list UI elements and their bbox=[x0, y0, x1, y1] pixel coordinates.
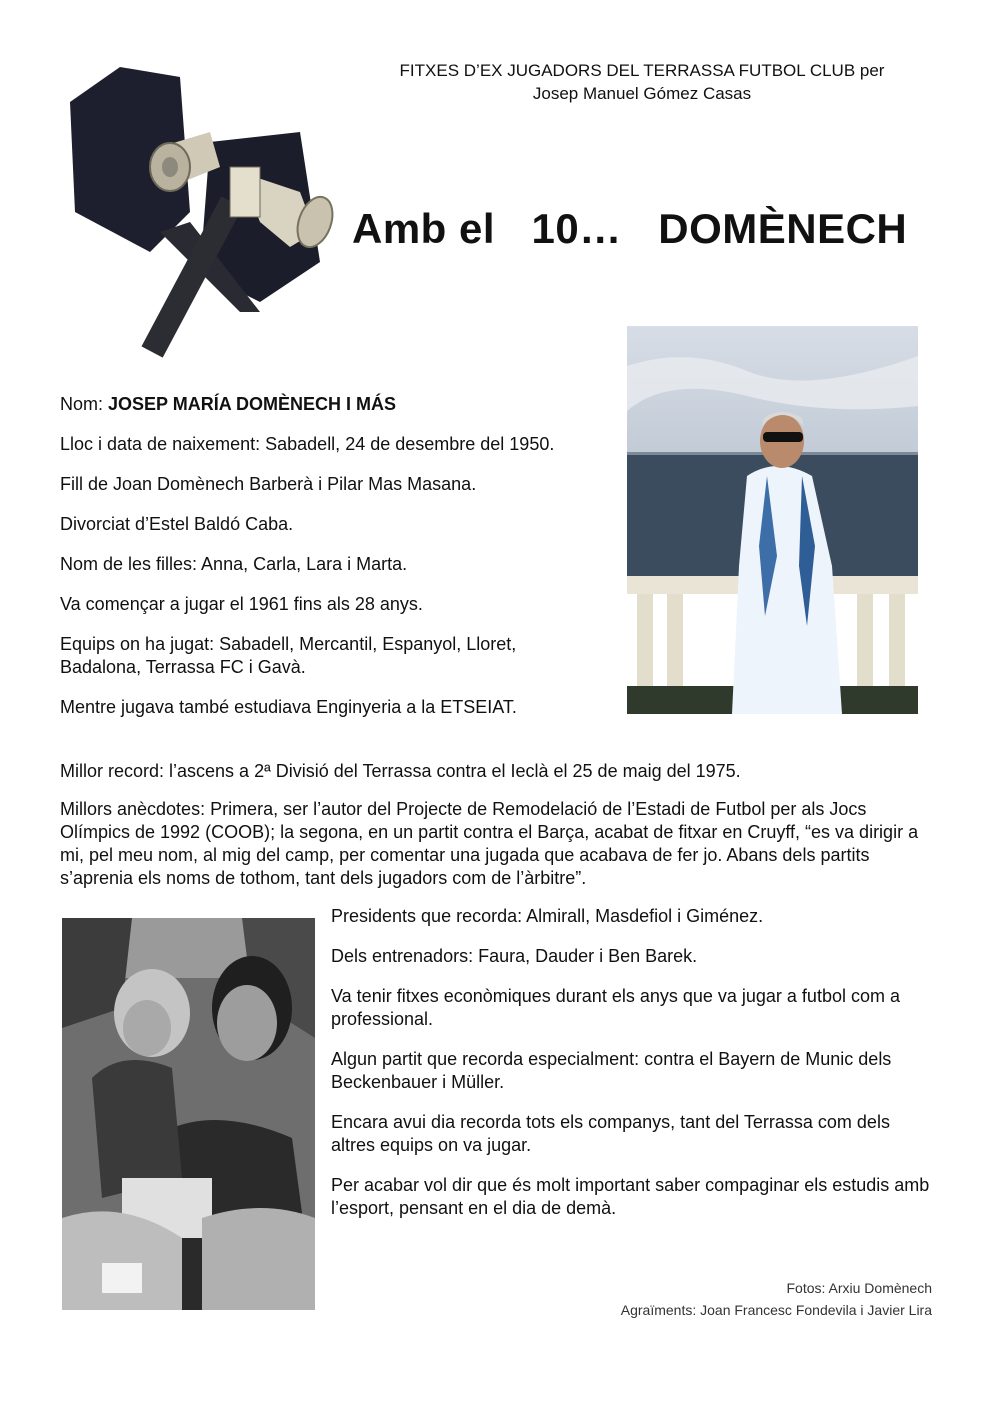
vintage-photo-player-child bbox=[62, 918, 315, 1310]
contracts: Va tenir fitxes econòmiques durant els anys que va jugar a futbol com a professional. bbox=[331, 986, 900, 1029]
loudspeaker-illustration bbox=[60, 62, 340, 372]
bio-start: Va començar a jugar el 1961 fins als 28 anys. bbox=[60, 594, 423, 614]
acknowledgements: Agraïments: Joan Francesc Fondevila i Javier Lira bbox=[620, 1302, 932, 1318]
presidents: Presidents que recorda: Almirall, Masdefiol i Giménez. bbox=[331, 906, 764, 926]
name-line bbox=[60, 393, 600, 416]
bio-studies: Mentre jugava també estudiava Enginyeria a la ETSEIAT. bbox=[60, 697, 517, 717]
name-label: Nom: bbox=[60, 394, 109, 414]
header-line-2: Josep Manuel Gómez Casas bbox=[532, 84, 752, 103]
coaches: Dels entrenadors: Faura, Dauder i Ben Barek. bbox=[331, 946, 698, 966]
page-title: Amb el 10… DOMÈNECH bbox=[352, 205, 908, 252]
header-line-1: FITXES D’EX JUGADORS DEL TERRASSA FUTBOL CLUB per bbox=[399, 61, 885, 80]
right-column bbox=[331, 905, 931, 1237]
player-name: JOSEP MARÍA DOMÈNECH I MÁS bbox=[108, 394, 397, 414]
bio-parents: Fill de Joan Domènech Barberà i Pilar Mas Masana. bbox=[60, 474, 477, 494]
photo-credit: Fotos: Arxiu Domènech bbox=[786, 1280, 932, 1296]
closing-advice: Per acabar vol dir que és molt important saber compaginar els estudis amb l’esport, pensant en el dia de demà. bbox=[331, 1175, 930, 1218]
best-anecdotes: Millors anècdotes: Primera, ser l’autor del Projecte de Remodelació de l’Estadi de Futbol per als Jocs Olímpics de 1992 (COOB); la segona, en un partit contra el Barça, acabat de fitxar en Cruyff, “es va dirigir a mi, pel meu nom, al mig del camp, per comentar una jugada que acabava de fer jo. Abans dels partits s’aprenia els noms de tothom, tant dels jugadors com de l’àrbitre”. bbox=[60, 799, 919, 888]
memorable-match: Algun partit que recorda especialment: contra el Bayern de Munic dels Beckenbauer i Müller. bbox=[331, 1049, 892, 1092]
teammates: Encara avui dia recorda tots els companys, tant del Terrassa com dels altres equips on va jugar. bbox=[331, 1112, 890, 1155]
bio-column bbox=[60, 393, 600, 736]
bio-birth: Lloc i data de naixement: Sabadell, 24 de desembre del 1950. bbox=[60, 434, 555, 454]
bio-divorce: Divorciat d’Estel Baldó Caba. bbox=[60, 514, 294, 534]
best-record: Millor record: l’ascens a 2ª Divisió del Terrassa contra el Ieclà el 25 de maig del 1975. bbox=[60, 761, 741, 781]
portrait-photo-sea bbox=[627, 326, 918, 714]
bio-daughters: Nom de les filles: Anna, Carla, Lara i Marta. bbox=[60, 554, 408, 574]
bio-teams: Equips on ha jugat: Sabadell, Mercantil, Espanyol, Lloret, Badalona, Terrassa FC i Gavà. bbox=[60, 634, 517, 677]
